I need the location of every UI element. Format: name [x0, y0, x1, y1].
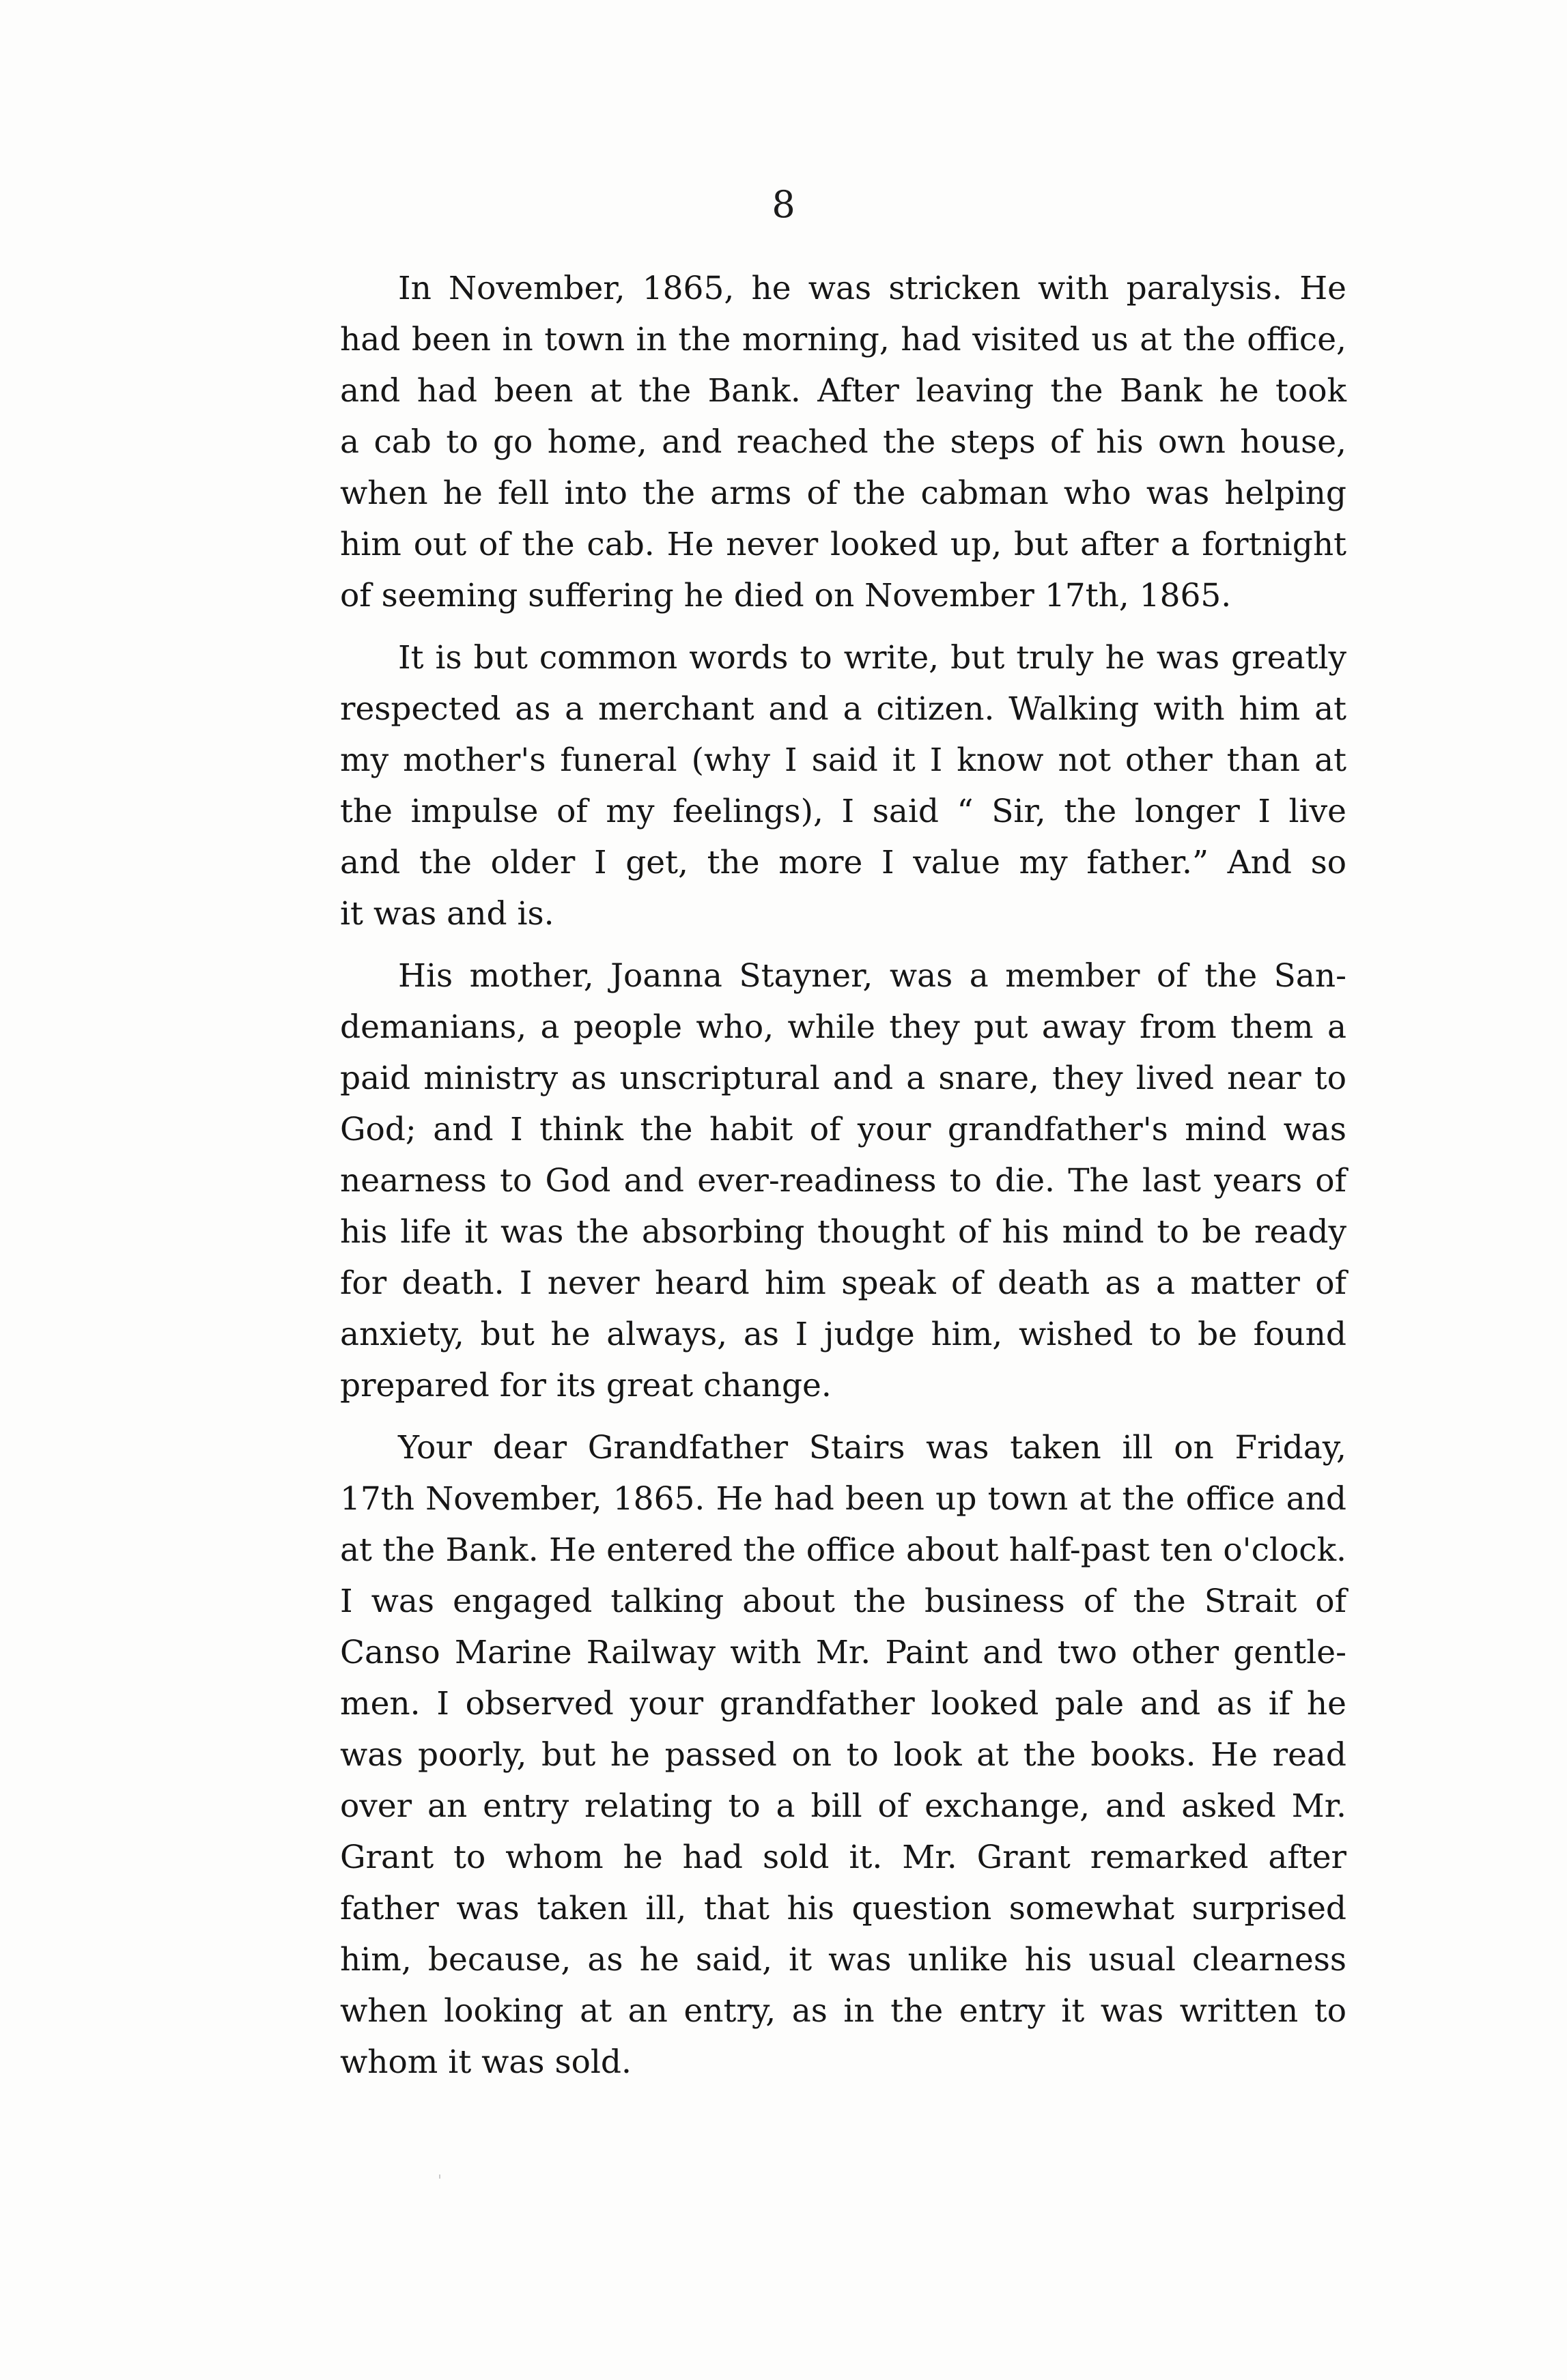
text-line: nearness to God and ever-readiness to die. The last years of: [340, 1162, 1346, 1200]
paragraph-gap: [340, 621, 1346, 632]
text-line: Your dear Grandfather Stairs was taken ill on Friday,: [398, 1429, 1346, 1467]
text-line: for death. I never heard him speak of death as a matter of: [340, 1264, 1346, 1302]
text-line: His mother, Joanna Stayner, was a member of the San-: [398, 957, 1346, 995]
text-line: and the older I get, the more I value my father.” And so: [340, 844, 1346, 881]
text-line: demanians, a people who, while they put away from them a: [340, 1008, 1346, 1046]
text-line: prepared for its great change.: [340, 1367, 832, 1404]
text-line: it was and is.: [340, 895, 554, 933]
text-line: and had been at the Bank. After leaving the Bank he took: [340, 372, 1346, 410]
text-line: of seeming suffering he died on November 17th, 1865.: [340, 577, 1232, 614]
text-line: paid ministry as unscriptural and a snare, they lived near to: [340, 1060, 1346, 1097]
text-line: whom it was sold.: [340, 2043, 632, 2081]
text-line: at the Bank. He entered the office about half-past ten o'clock.: [340, 1531, 1346, 1569]
paragraph: [340, 263, 1346, 621]
paragraph: [340, 950, 1346, 1411]
text-line: It is but common words to write, but truly he was greatly: [398, 639, 1346, 677]
page-number: 8: [772, 183, 795, 226]
text-line: was poorly, but he passed on to look at the books. He read: [340, 1736, 1346, 1774]
text-line: him, because, as he said, it was unlike his usual clearness: [340, 1941, 1346, 1979]
print-speck: [439, 2174, 440, 2179]
text-line: respected as a merchant and a citizen. Walking with him at: [340, 690, 1346, 728]
paragraph: [340, 1422, 1346, 2088]
text-line: him out of the cab. He never looked up, but after a fortnight: [340, 526, 1346, 563]
text-line: 17th November, 1865. He had been up town at the office and: [340, 1480, 1346, 1518]
text-line: his life it was the absorbing thought of his mind to be ready: [340, 1213, 1346, 1251]
paragraph-gap: [340, 939, 1346, 950]
text-line: father was taken ill, that his question somewhat surprised: [340, 1890, 1346, 1927]
text-line: my mother's funeral (why I said it I know not other than at: [340, 741, 1346, 779]
paragraph-gap: [340, 1411, 1346, 1422]
text-line: over an entry relating to a bill of exchange, and asked Mr.: [340, 1787, 1346, 1825]
text-line: Grant to whom he had sold it. Mr. Grant remarked after: [340, 1839, 1346, 1876]
body-text: [340, 263, 1346, 2088]
text-line: had been in town in the morning, had visited us at the office,: [340, 321, 1346, 358]
text-line: men. I observed your grandfather looked pale and as if he: [340, 1685, 1346, 1723]
text-line: anxiety, but he always, as I judge him, wished to be found: [340, 1316, 1346, 1353]
text-line: when looking at an entry, as in the entry it was written to: [340, 1992, 1346, 2030]
text-line: I was engaged talking about the business of the Strait of: [340, 1583, 1346, 1620]
paragraph: [340, 632, 1346, 939]
text-line: the impulse of my feelings), I said “ Sir, the longer I live: [340, 793, 1346, 830]
text-line: when he fell into the arms of the cabman who was helping: [340, 474, 1346, 512]
text-line: a cab to go home, and reached the steps of his own house,: [340, 423, 1346, 461]
text-line: In November, 1865, he was stricken with paralysis. He: [398, 270, 1346, 307]
text-line: God; and I think the habit of your grandfather's mind was: [340, 1111, 1346, 1148]
text-line: Canso Marine Railway with Mr. Paint and two other gentle-: [340, 1634, 1346, 1671]
